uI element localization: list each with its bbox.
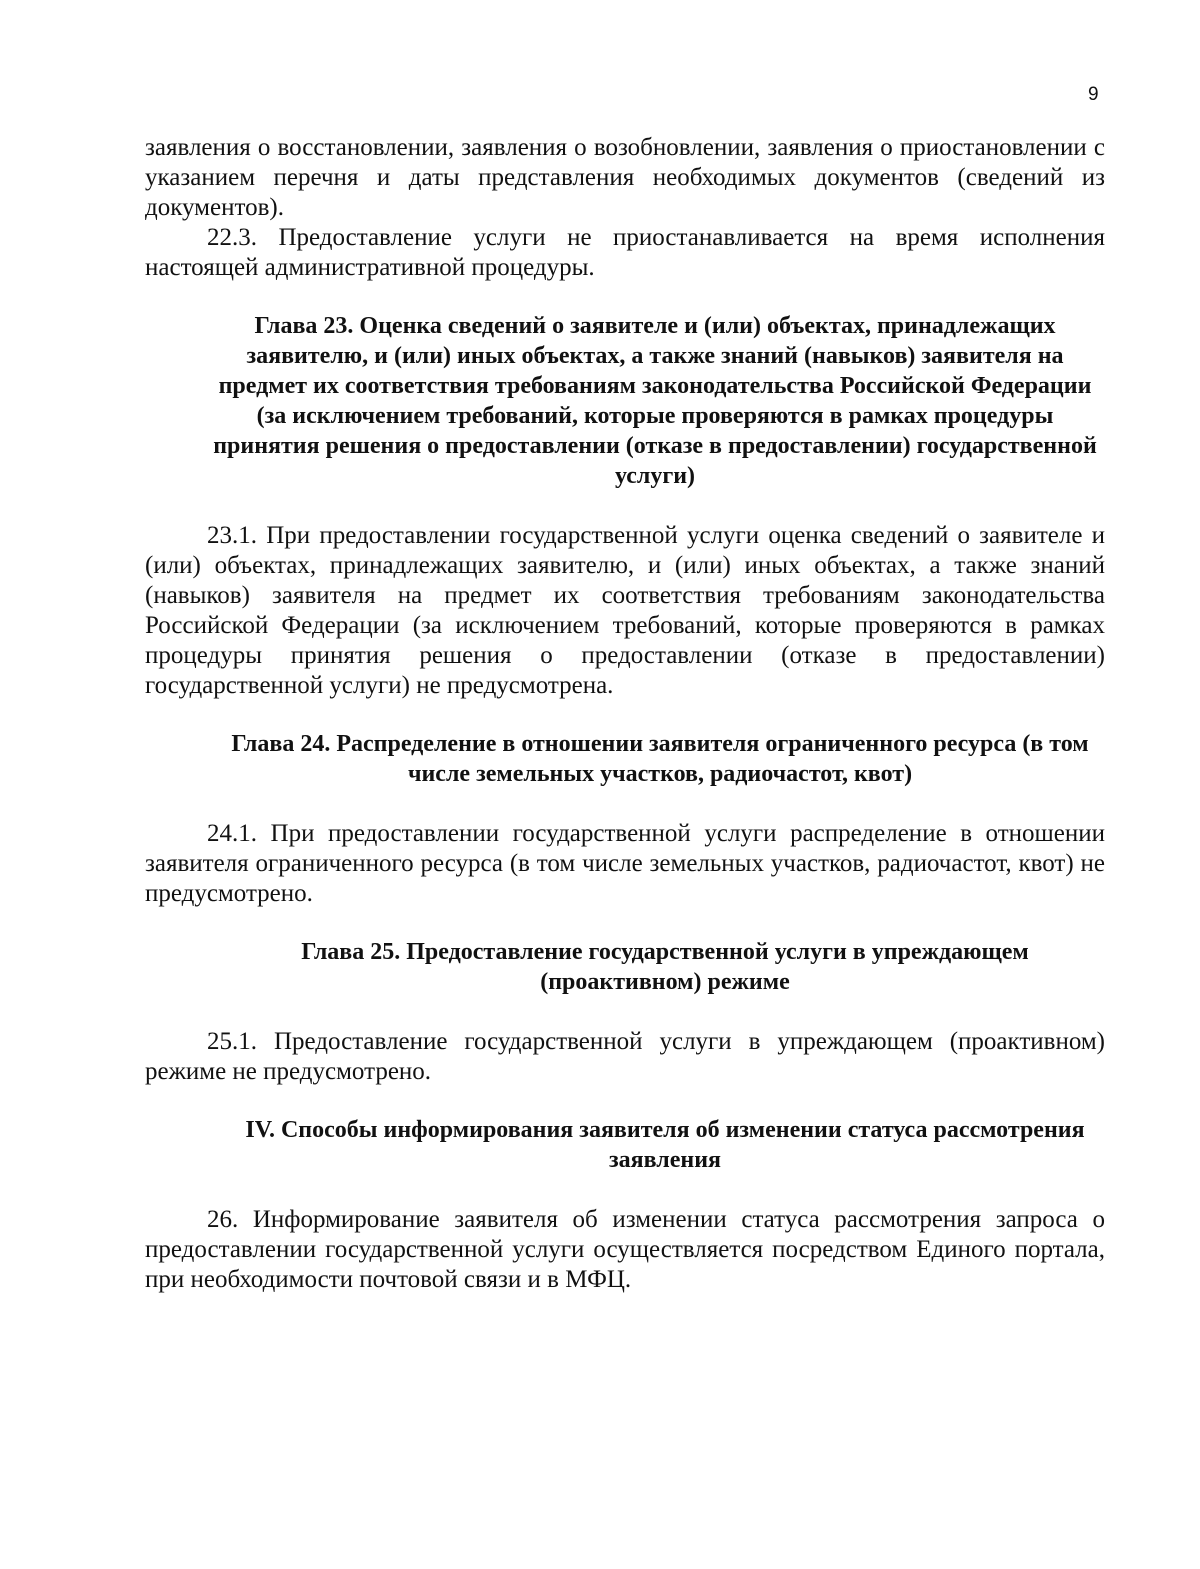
paragraph-25-1: 25.1. Предоставление государственной услуги в упреждающем (проактивном) режиме не предусмотрено. [145,1028,1105,1085]
paragraph-22-3: 22.3. Предоставление услуги не приостанавливается на время исполнения настоящей административной процедуры. [145,224,1105,281]
paragraph-26: 26. Информирование заявителя об изменении статуса рассмотрения запроса о предоставлении государственной услуги осуществляется посредством Единого портала, при необходимости почтовой связи и в МФЦ. [145,1206,1105,1293]
chapter-23-heading: Глава 23. Оценка сведений о заявителе и (или) объектах, принадлежащих заявителю, и (или) иных объектах, а также знаний (навыков) заявителя на предмет их соответствия требованиям законодательства Российской Федерации (за исключением требований, которые проверяются в рамках процедуры принятия решения о предоставлении (отказе в предоставлении) государственной услуги) [213,313,1097,489]
spacer [145,997,1105,1027]
spacer [145,491,1105,521]
section-4-heading: IV. Способы информирования заявителя об изменении статуса рассмотрения заявления [245,1117,1085,1173]
spacer [145,283,1105,311]
document-body [145,133,1105,1295]
spacer [145,789,1105,819]
paragraph-continuation: заявления о восстановлении, заявления о возобновлении, заявления о приостановлении с указанием перечня и даты представления необходимых документов (сведений из документов). [145,134,1105,221]
page-number: 9 [1088,84,1099,105]
spacer [145,1087,1105,1115]
chapter-24-heading: Глава 24. Распределение в отношении заявителя ограниченного ресурса (в том числе земельных участков, радиочастот, квот) [231,731,1089,787]
spacer [145,1175,1105,1205]
paragraph-23-1: 23.1. При предоставлении государственной услуги оценка сведений о заявителе и (или) объектах, принадлежащих заявителю, и (или) иных объектах, а также знаний (навыков) заявителя на предмет их соответствия требованиям законодательства Российской Федерации (за исключением требований, которые проверяются в рамках процедуры принятия решения о предоставлении (отказе в предоставлении) государственной услуги) не предусмотрена. [145,522,1105,699]
paragraph-24-1: 24.1. При предоставлении государственной услуги распределение в отношении заявителя ограниченного ресурса (в том числе земельных участков, радиочастот, квот) не предусмотрено. [145,820,1105,907]
spacer [145,701,1105,729]
chapter-25-heading: Глава 25. Предоставление государственной услуги в упреждающем (проактивном) режиме [301,939,1029,995]
spacer [145,909,1105,937]
